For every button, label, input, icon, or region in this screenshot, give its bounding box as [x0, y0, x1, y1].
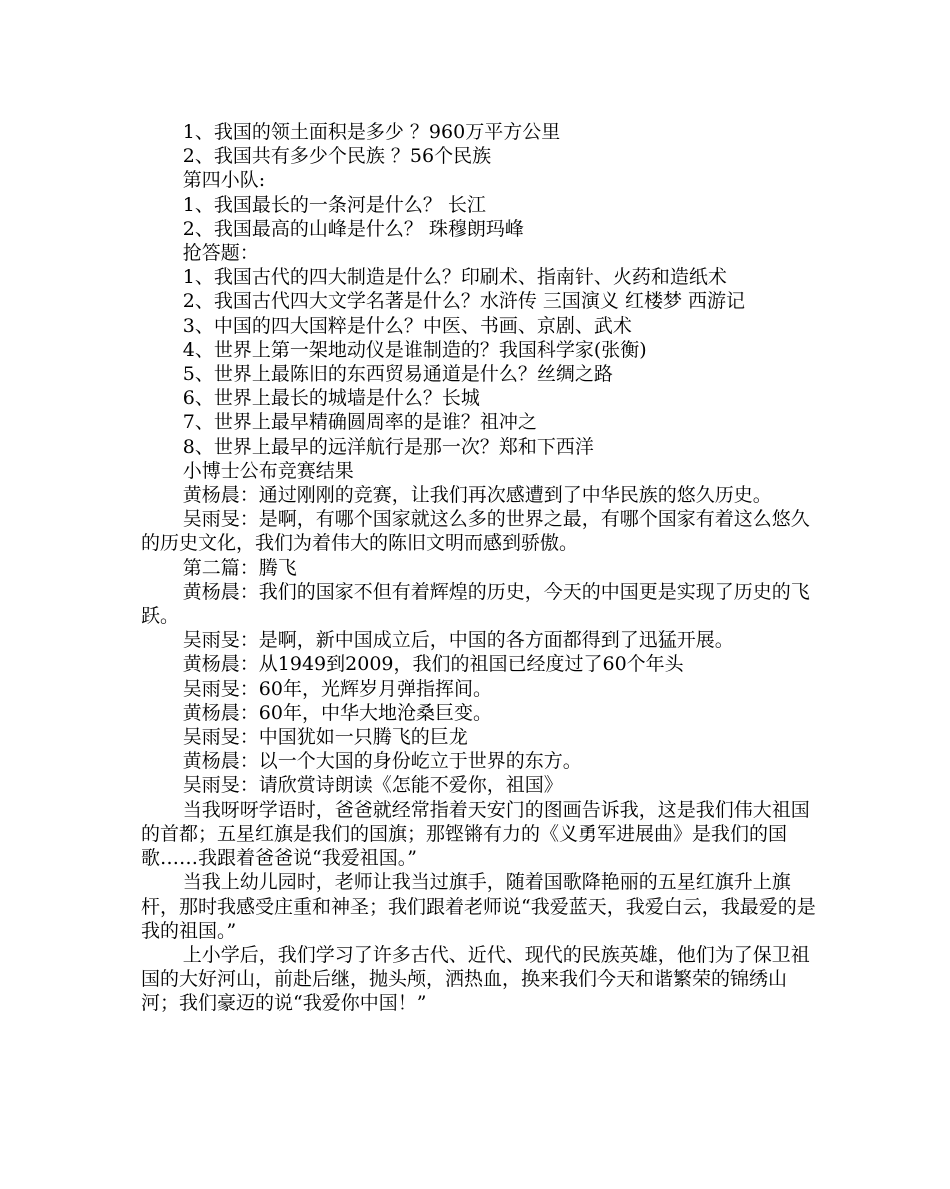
paragraph: 吴雨旻：60年，光辉岁月弹指挥间。 — [182, 677, 492, 700]
paragraph: 1、我国古代的四大制造是什么？印刷术、指南针、火药和造纸术 — [182, 266, 727, 289]
paragraph: 吴雨旻：是啊，有哪个国家就这么多的世界之最，有哪个国家有着这么悠久的历史文化，我们为着伟大的陈旧文明而感到骄傲。 — [141, 508, 810, 555]
paragraph: 上小学后，我们学习了许多古代、近代、现代的民族英雄，他们为了保卫祖国的大好河山，前赴后继，抛头颅，洒热血，换来我们今天和谐繁荣的锦绣山河；我们豪迈的说“我爱你中国！” — [141, 943, 810, 1015]
paragraph: 黄杨晨：从1949到2009，我们的祖国已经度过了60个年头 — [182, 653, 684, 676]
paragraph: 黄杨晨：以一个大国的身份屹立于世界的东方。 — [182, 750, 582, 773]
paragraph: 6、世界上最长的城墙是什么？长城 — [182, 387, 480, 410]
paragraph: 1、我国最长的一条河是什么？ 长江 — [182, 193, 486, 216]
paragraph: 小博士公布竞赛结果 — [182, 459, 354, 482]
paragraph: 2、我国最高的山峰是什么？ 珠穆朗玛峰 — [182, 217, 524, 240]
paragraph: 吴雨旻：是啊，新中国成立后，中国的各方面都得到了迅猛开展。 — [182, 629, 734, 652]
paragraph: 2、我国古代四大文学名著是什么？水浒传 三国演义 红楼梦 西游记 — [182, 290, 746, 313]
paragraph: 第四小队: — [182, 169, 266, 192]
paragraph: 黄杨晨：通过刚刚的竞赛，让我们再次感遭到了中华民族的悠久历史。 — [182, 484, 772, 507]
paragraph: 4、世界上第一架地动仪是谁制造的？我国科学家(张衡) — [182, 338, 647, 361]
paragraph: 黄杨晨：60年，中华大地沧桑巨变。 — [182, 701, 492, 724]
paragraph: 2、我国共有多少个民族 ？56个民族 — [182, 145, 492, 168]
paragraph: 第二篇：腾飞 — [182, 556, 297, 579]
paragraph: 1、我国的领土面积是多少 ？960万平方公里 — [182, 121, 561, 143]
document-body — [141, 120, 821, 1016]
paragraph: 7、世界上最早精确圆周率的是谁？祖冲之 — [182, 411, 537, 434]
paragraph: 吴雨旻：中国犹如一只腾飞的巨龙 — [182, 726, 468, 749]
paragraph: 3、中国的四大国粹是什么？中医、书画、京剧、武术 — [182, 314, 632, 337]
paragraph: 当我上幼儿园时，老师让我当过旗手，随着国歌降艳丽的五星红旗升上旗杆，那时我感受庄重和神圣；我们跟着老师说“我爱蓝天，我爱白云，我最爱的是我的祖国。” — [141, 871, 816, 942]
paragraph: 当我呀呀学语时，爸爸就经常指着天安门的图画告诉我，这是我们伟大祖国的首都；五星红旗是我们的国旗；那铿锵有力的《义勇军进展曲》是我们的国歌……我跟着爸爸说“我爱祖国。” — [141, 798, 810, 870]
paragraph: 黄杨晨：我们的国家不但有着辉煌的历史，今天的中国更是实现了历史的飞跃。 — [141, 580, 810, 628]
paragraph: 5、世界上最陈旧的东西贸易通道是什么？丝绸之路 — [182, 363, 613, 386]
paragraph: 抢答题： — [182, 242, 259, 265]
paragraph: 8、世界上最早的远洋航行是那一次？郑和下西洋 — [182, 435, 594, 458]
paragraph: 吴雨旻：请欣赏诗朗读《怎能不爱你，祖国》 — [182, 774, 563, 797]
